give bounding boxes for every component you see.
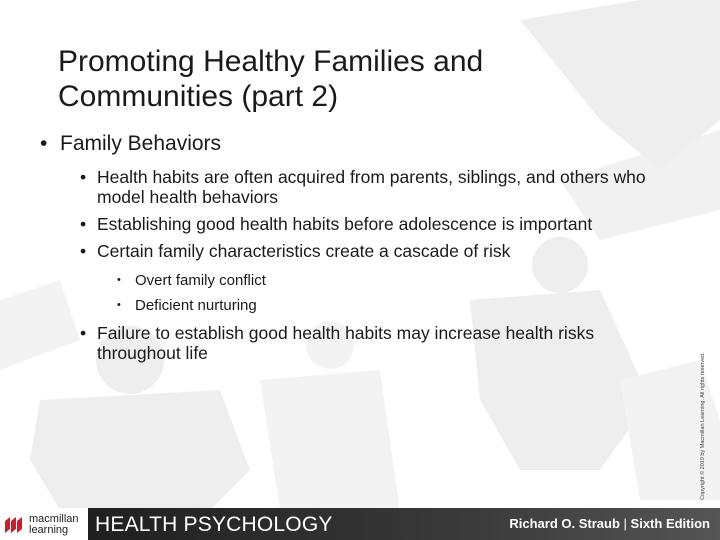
bullet-level2 <box>80 214 680 234</box>
bullet-icon: • <box>80 167 87 187</box>
bullet-level3 <box>117 296 680 315</box>
bullet-text: Deficient nurturing <box>135 297 257 314</box>
book-title: HEALTH PSYCHOLOGY <box>95 513 333 536</box>
bullet-text: Establishing good health habits before adolescence is important <box>97 214 593 234</box>
slide-title: Promoting Healthy Families and Communities (part 2) <box>58 45 484 113</box>
bullet-text: Overt family conflict <box>135 272 266 289</box>
bullet-icon: • <box>80 241 87 261</box>
bullet-level2 <box>80 241 680 261</box>
bullet-icon: • <box>80 214 87 234</box>
footer-band <box>88 508 720 540</box>
bullet-list <box>40 131 680 363</box>
bullet-text: Failure to establish good health habits may increase health risks throughout life <box>97 323 595 363</box>
footer-bar <box>0 508 720 540</box>
author-name: Richard O. Straub <box>509 516 620 531</box>
author-edition <box>509 517 710 531</box>
bullet-text: Health habits are often acquired from parents, siblings, and others who model health behaviors <box>97 167 646 207</box>
bullet-level3 <box>117 271 680 290</box>
macmillan-m-logo-icon <box>4 515 24 535</box>
publisher-logo <box>4 511 88 539</box>
bullet-icon: • <box>117 274 121 286</box>
bullet-icon: • <box>40 132 48 155</box>
bullet-level2 <box>80 323 680 363</box>
bullet-level1 <box>40 131 680 157</box>
bullet-icon: • <box>80 323 87 343</box>
logo-line1: macmillan <box>29 513 79 525</box>
bullet-icon: • <box>117 299 121 311</box>
bullet-text: Family Behaviors <box>60 132 222 155</box>
edition-label: Sixth Edition <box>630 516 710 531</box>
logo-line2: learning <box>29 524 69 536</box>
copyright-notice: Copyright © 2019 by Macmillan Learning. All rights reserved. <box>700 352 706 500</box>
bullet-level2 <box>80 167 680 207</box>
bullet-text: Certain family characteristics create a cascade of risk <box>97 241 511 261</box>
footer-separator: | <box>623 516 627 531</box>
